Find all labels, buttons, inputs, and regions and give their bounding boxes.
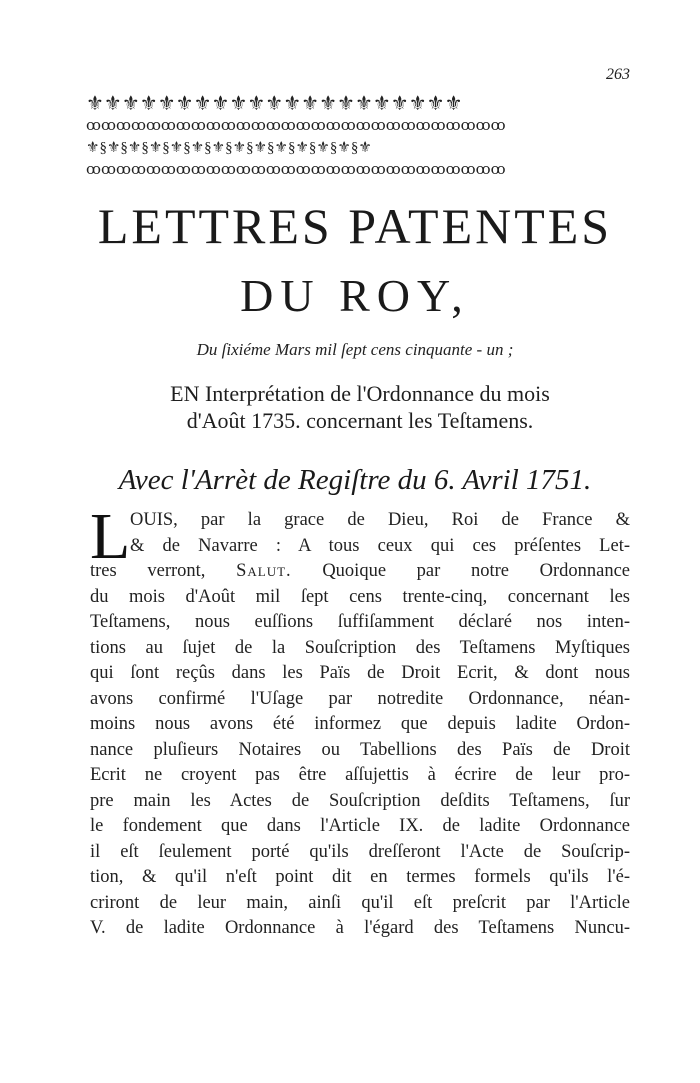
drop-cap: L: [90, 500, 131, 573]
document-dateline: Du ſixiéme Mars mil ſept cens cinquante - un ;: [196, 340, 514, 359]
registre-heading: Avec l'Arrèt de Regiſtre du 6. Avril 1751.: [118, 464, 592, 496]
body-line: avons confirmé l'Uſage par notredite Ordonnance, néan-: [90, 688, 630, 709]
fleur-section-ornament-icon: ⚜§⚜§⚜§⚜§⚜§⚜§⚜§⚜§⚜§⚜§⚜§⚜§⚜§⚜: [86, 139, 372, 156]
body-paragraph: [90, 508, 630, 942]
body-line: du mois d'Août mil ſept cens trente-cinq, concernant les: [90, 586, 630, 607]
ornament-row-knots-lower: [86, 158, 626, 180]
body-line: OUIS, par la grace de Dieu, Roi de France &: [130, 510, 630, 530]
body-line: tion, & qu'il n'eſt point dit en termes formels qu'ils l'é-: [90, 867, 630, 887]
knot-ornament-icon: ꝏꝏꝏꝏꝏꝏꝏꝏꝏꝏꝏꝏꝏꝏꝏꝏꝏꝏꝏꝏꝏꝏꝏꝏꝏꝏꝏꝏ: [86, 117, 506, 134]
body-line: tions au ſujet de la Souſcription des Teſtamens Myſtiques: [90, 637, 630, 658]
fleur-de-lis-icon: ⚜⚜⚜⚜⚜⚜⚜⚜⚜⚜⚜⚜⚜⚜⚜⚜⚜⚜⚜⚜⚜: [86, 92, 463, 114]
body-line: moins nous avons été informez que depuis ladite Ordon-: [90, 714, 630, 734]
document-subtitle: DU ROY,: [240, 270, 470, 321]
page-number: 263: [606, 66, 630, 83]
body-line: qui ſont reçûs dans les Païs de Droit Ecrit, & dont nous: [90, 663, 630, 683]
knot-ornament-icon: ꝏꝏꝏꝏꝏꝏꝏꝏꝏꝏꝏꝏꝏꝏꝏꝏꝏꝏꝏꝏꝏꝏꝏꝏꝏꝏꝏꝏ: [86, 161, 506, 178]
body-line: V. de ladite Ordonnance à l'égard des Teſtamens Nuncu-: [90, 918, 630, 938]
ornament-row-fleurs-top: [86, 92, 626, 114]
document-title: LETTRES PATENTES: [97, 198, 613, 254]
body-line: le fondement que dans l'Article IX. de ladite Ordonnance: [90, 816, 630, 836]
ornament-row-knots-upper: [86, 114, 626, 136]
body-line: Teſtamens, nous euſſions ſuffiſamment déclaré nos inten-: [90, 612, 630, 632]
interpretation-line-1: EN Interprétation de l'Ordonnance du mois: [170, 381, 550, 406]
body-line: il eſt ſeulement porté qu'ils dreſſeront l'Acte de Souſcrip-: [90, 841, 630, 862]
body-line: & de Navarre : A tous ceux qui ces préſentes Let-: [130, 535, 630, 556]
interpretation-line-2: d'Août 1735. concernant les Teſtamens.: [186, 408, 534, 433]
body-line: [90, 559, 630, 585]
fleur-de-lis-ornament-band: [86, 92, 626, 182]
body-text-segment: tres verront,: [90, 561, 206, 581]
body-text-segment: Quoique par notre Ordonnance: [322, 561, 630, 581]
body-line: Ecrit ne croyent pas être aſſujettis à écrire de leur pro-: [90, 765, 630, 785]
body-line: nance pluſieurs Notaires ou Tabellions des Païs de Droit: [90, 739, 630, 760]
salut-word: Salut.: [236, 561, 292, 581]
body-line: pre main les Actes de Souſcription deſdits Teſtamens, ſur: [90, 790, 630, 811]
ornament-row-mixed: [86, 136, 626, 158]
body-line: criront de leur main, ainſi qu'il eſt preſcrit par l'Article: [90, 892, 630, 913]
interpretation-heading: [90, 380, 630, 434]
